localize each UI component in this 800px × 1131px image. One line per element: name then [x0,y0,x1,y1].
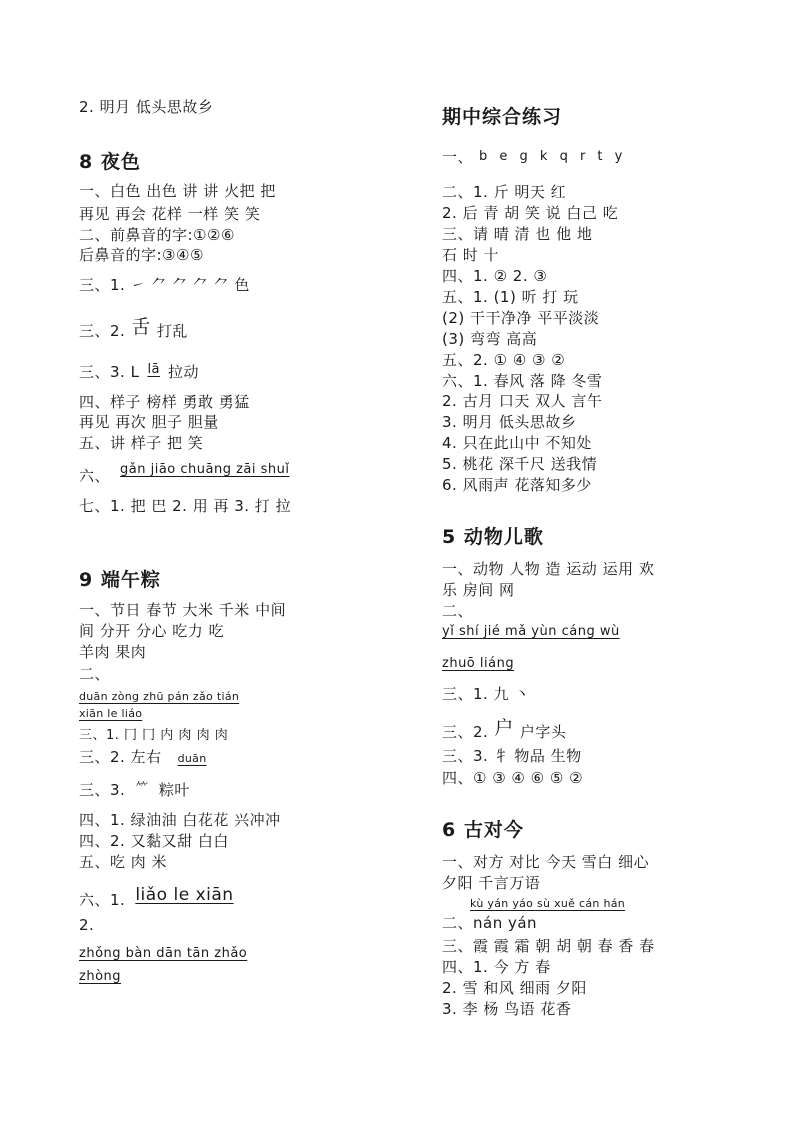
answer-line: 2. 古月 口天 双人 言午 [442,392,603,410]
answer-line [79,884,234,909]
answer-word: 户字头 [519,723,567,741]
answer-line: 四、样子 榜样 勇敢 勇猛 [79,393,250,411]
answer-line: 6. 风雨声 花落知多少 [442,476,592,494]
answer-line [79,748,206,766]
answer-line: 七、1. 把 巴 2. 用 再 3. 打 拉 [79,497,292,515]
answer-line: 三、霞 霞 霜 朝 胡 朝 春 香 春 [442,937,655,955]
answer-line: 一、白色 出色 讲 讲 火把 把 [79,182,276,200]
answer-prefix: 三、3. L [79,363,140,381]
section-title-6: 6 古对今 [442,819,524,841]
answer-word: 拉动 [168,363,200,381]
answer-line [79,362,199,381]
answer-line [79,780,190,799]
answer-line: 五、2. ① ④ ③ ② [442,351,566,369]
answer-line: 六、1. 春风 落 降 冬雪 [442,372,603,390]
pinyin: liǎo le xiān [135,885,234,905]
answer-line: 二、前鼻音的字:①②⑥ [79,226,235,244]
answer-line: 三、请 晴 清 也 他 地 [442,225,593,243]
answer-line: 四、1. 今 方 春 [442,958,551,976]
answer-line: 3. 李 杨 鸟语 花香 [442,1000,572,1018]
pinyin: zhòng [79,969,122,984]
section-title-midterm: 期中综合练习 [442,106,563,128]
answer-line: 二、 [442,602,474,620]
pinyin: zhuō liáng [442,656,515,671]
answer-line: 三、1. ㇀ ⺈ ⺈ ⺈ ⺈ 色 [79,276,250,294]
section-title-8: 8 夜色 [79,151,141,173]
pinyin: kù yán yáo sù xuě cán hán [470,897,626,910]
character-glyph: 舌 [131,316,151,338]
answer-prefix: 三、2. [442,723,489,741]
answer-line: 四、① ③ ④ ⑥ ⑤ ② [442,769,584,787]
answer-line [442,719,566,741]
answer-line: 四、1. 绿油油 白花花 兴冲冲 [79,811,281,829]
answer-line: 再见 再会 花样 一样 笑 笑 [79,205,261,223]
answer-line: 5. 桃花 深千尺 送我情 [442,455,598,473]
answer-line: 4. 只在此山中 不知处 [442,434,592,452]
answer-line [79,462,290,485]
pinyin: xiān le liáo [79,707,143,720]
answer-line: 四、1. ② 2. ③ [442,267,548,285]
answer-line: 五、讲 样子 把 笑 [79,434,204,452]
pinyin: yǐ shí jié mǎ yùn cáng wù [442,624,620,639]
answer-prefix: 三、2. 左右 [79,748,162,766]
character-glyph: 户 [494,717,514,739]
answer-line: 二、1. 斤 明天 红 [442,183,567,201]
answer-line: 2. [79,916,95,934]
answer-line: 石 时 十 [442,246,500,264]
section-title-5: 5 动物儿歌 [442,526,544,548]
answer-line: 羊肉 果肉 [79,643,147,661]
answer-line: 三、3. 牜 物品 生物 [442,747,582,765]
answer-line: 二、 [79,665,111,683]
answer-line: 2. 明月 低头思故乡 [79,98,214,116]
answer-prefix: 三、3. [79,781,126,799]
answer-line: 后鼻音的字:③④⑤ [79,246,204,264]
answer-line: 三、1. 冂 冂 内 肉 肉 肉 [79,728,229,743]
character-glyph: ⺮ [135,781,149,796]
answer-line: 二、nán yán [442,914,538,932]
answer-line: 2. 后 青 胡 笑 说 白己 吃 [442,204,619,222]
pinyin: lā [147,362,161,377]
answer-line: 再见 再次 胆子 胆量 [79,413,219,431]
pinyin: zhǒng bàn dān tān zhǎo [79,946,248,961]
pinyin: gǎn jiāo chuāng zāi shuǐ [120,462,290,477]
answer-line: 3. 明月 低头思故乡 [442,413,577,431]
answer-line: 夕阳 千言万语 [442,874,541,892]
answer-prefix: 三、2. [79,322,126,340]
answer-line: 间 分开 分心 吃力 吃 [79,622,225,640]
answer-line [79,318,188,340]
answer-prefix: 六、1. [79,891,126,909]
answer-word: 打乱 [156,322,188,340]
alphabet-letters: b e g k q r t y [479,149,627,164]
answer-line: 四、2. 又黏又甜 白白 [79,832,229,850]
answer-line: (3) 弯弯 高高 [442,330,538,348]
answer-line: (2) 干干净净 平平淡淡 [442,309,600,327]
pinyin: duān [177,752,207,765]
answer-line: 五、吃 肉 米 [79,853,168,871]
answer-line: 2. 雪 和风 细雨 夕阳 [442,979,587,997]
answer-prefix: 一、 [442,148,474,166]
answer-line: 一、节日 春节 大米 千米 中间 [79,601,287,619]
answer-word: 粽叶 [158,781,190,799]
answer-line: 三、1. 九 丶 [442,685,530,703]
answer-prefix: 六、 [79,467,111,485]
pinyin: duān zòng zhū pán zǎo tián [79,690,240,703]
answer-line: 一、动物 人物 造 运动 运用 欢 [442,560,655,578]
answer-line: 五、1. (1) 听 打 玩 [442,288,579,306]
answer-line: 乐 房间 网 [442,581,515,599]
answer-line: 一、对方 对比 今天 雪白 细心 [442,853,650,871]
section-title-9: 9 端午粽 [79,569,161,591]
answer-line [442,148,626,166]
